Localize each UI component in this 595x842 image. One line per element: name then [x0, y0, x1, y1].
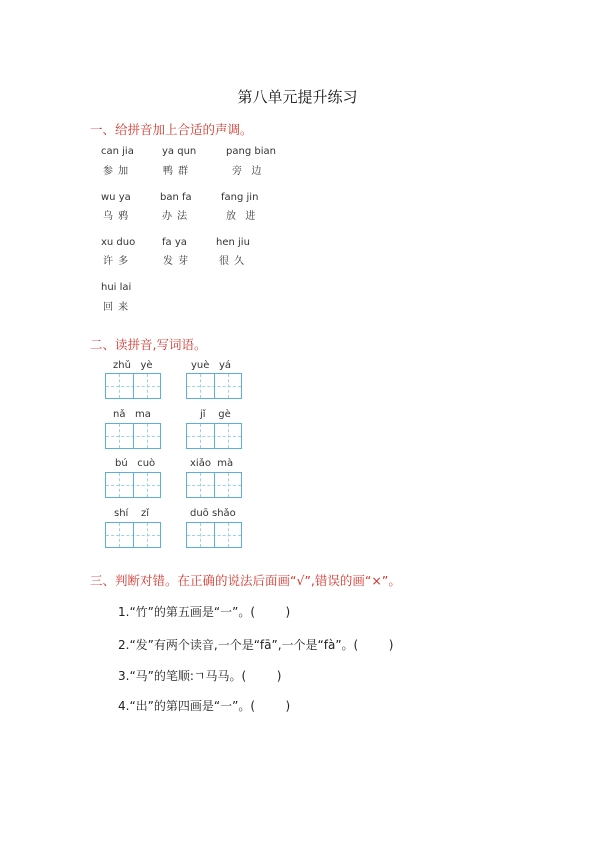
hanzi-text: 旁 边 — [232, 166, 263, 177]
pinyin-text: ya qun — [162, 146, 197, 157]
hanzi-text: 参 加 — [103, 166, 130, 177]
section-3-heading: 三、判断对错。在正确的说法后面画“√”,错误的画“×”。 — [90, 573, 401, 588]
writing-grid[interactable] — [105, 423, 161, 449]
pinyin-text: hui lai — [101, 282, 132, 293]
hanzi-text: 办 法 — [162, 211, 189, 222]
pinyin-text: fa ya — [162, 237, 187, 248]
pinyin-text: can jia — [101, 146, 134, 157]
hanzi-text: 发 芽 — [163, 256, 190, 267]
writing-grid[interactable] — [105, 373, 161, 399]
question-item: 2.“发”有两个读音,一个是“fā”,一个是“fà”。( ) — [118, 638, 394, 652]
hanzi-text: 回 来 — [103, 302, 130, 313]
question-item: 4.“出”的第四画是“一”。( ) — [118, 699, 291, 713]
hanzi-text: 鸭 群 — [163, 166, 190, 177]
hanzi-text: 很 久 — [219, 256, 246, 267]
writing-grid[interactable] — [105, 522, 161, 548]
pinyin-text: zhǔ yè — [113, 360, 153, 371]
writing-grid[interactable] — [186, 423, 242, 449]
hanzi-text: 许 多 — [103, 256, 130, 267]
pinyin-text: yuè yá — [191, 360, 231, 371]
writing-grid[interactable] — [186, 522, 242, 548]
pinyin-text: xu duo — [101, 237, 136, 248]
pinyin-text: shí zǐ — [114, 508, 150, 519]
pinyin-text: pang bian — [226, 146, 276, 157]
pinyin-text: jǐ gè — [200, 409, 231, 420]
pinyin-text: fang jin — [221, 192, 259, 203]
pinyin-text: bú cuò — [115, 458, 156, 469]
section-1-heading: 一、给拼音加上合适的声调。 — [90, 122, 253, 137]
writing-grid[interactable] — [105, 472, 161, 498]
pinyin-text: wu ya — [101, 192, 131, 203]
hanzi-text: 乌 鸦 — [103, 211, 130, 222]
writing-grid[interactable] — [186, 373, 242, 399]
writing-grid[interactable] — [186, 472, 242, 498]
question-item: 1.“竹”的第五画是“一”。( ) — [118, 605, 291, 619]
pinyin-text: hen jiu — [216, 237, 250, 248]
hanzi-text: 放 进 — [226, 211, 257, 222]
section-2-heading: 二、读拼音,写词语。 — [90, 337, 207, 352]
pinyin-text: xiǎo mà — [190, 458, 234, 469]
page-title: 第八单元提升练习 — [237, 88, 358, 106]
question-item: 3.“马”的笔顺:ㄱ马马。( ) — [118, 669, 282, 683]
pinyin-text: ban fa — [160, 192, 192, 203]
pinyin-text: nǎ ma — [113, 409, 151, 420]
pinyin-text: duō shǎo — [190, 508, 236, 519]
